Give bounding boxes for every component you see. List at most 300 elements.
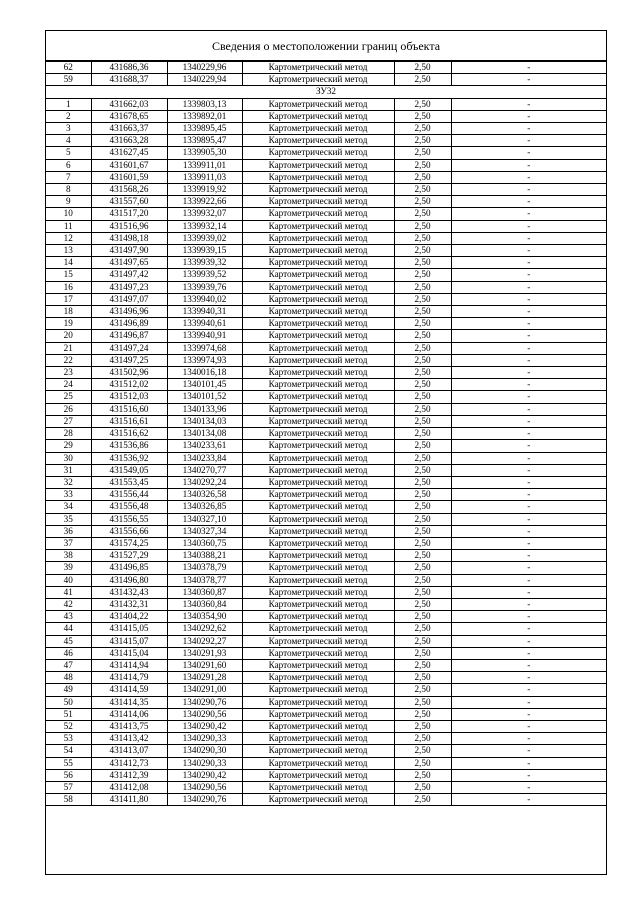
table-row [46, 135, 606, 147]
accuracy-cell: 2,50 [394, 293, 451, 305]
x-coordinate: 431627,45 [91, 147, 167, 159]
point-number: 1 [46, 98, 91, 110]
y-coordinate: 1340290,33 [167, 757, 242, 769]
point-number: 6 [46, 159, 91, 171]
point-number: 55 [46, 757, 91, 769]
description-cell: - [451, 220, 606, 232]
y-coordinate: 1339919,92 [167, 184, 242, 196]
method-cell: Картометрический метод [242, 354, 394, 366]
point-number: 48 [46, 672, 91, 684]
point-number: 3 [46, 123, 91, 135]
x-coordinate: 431601,59 [91, 171, 167, 183]
point-number: 59 [46, 74, 91, 86]
description-cell: - [451, 574, 606, 586]
description-cell: - [451, 537, 606, 549]
y-coordinate: 1339939,15 [167, 245, 242, 257]
y-coordinate: 1340326,85 [167, 501, 242, 513]
accuracy-cell: 2,50 [394, 208, 451, 220]
y-coordinate: 1340290,33 [167, 733, 242, 745]
x-coordinate: 431414,06 [91, 708, 167, 720]
accuracy-cell: 2,50 [394, 232, 451, 244]
method-cell: Картометрический метод [242, 196, 394, 208]
table-row [46, 501, 606, 513]
x-coordinate: 431496,89 [91, 318, 167, 330]
y-coordinate: 1340292,62 [167, 623, 242, 635]
method-cell: Картометрический метод [242, 586, 394, 598]
method-cell: Картометрический метод [242, 342, 394, 354]
point-number: 40 [46, 574, 91, 586]
description-cell: - [451, 733, 606, 745]
accuracy-cell: 2,50 [394, 62, 451, 74]
accuracy-cell: 2,50 [394, 745, 451, 757]
table-row [46, 562, 606, 574]
x-coordinate: 431601,67 [91, 159, 167, 171]
point-number: 16 [46, 281, 91, 293]
y-coordinate: 1340292,24 [167, 476, 242, 488]
x-coordinate: 431497,24 [91, 342, 167, 354]
description-cell: - [451, 672, 606, 684]
table-row [46, 647, 606, 659]
y-coordinate: 1340101,45 [167, 379, 242, 391]
table-row [46, 464, 606, 476]
x-coordinate: 431432,31 [91, 598, 167, 610]
table-row [46, 123, 606, 135]
description-cell: - [451, 757, 606, 769]
x-coordinate: 431556,55 [91, 513, 167, 525]
accuracy-cell: 2,50 [394, 684, 451, 696]
point-number: 49 [46, 684, 91, 696]
description-cell: - [451, 342, 606, 354]
y-coordinate: 1339932,07 [167, 208, 242, 220]
point-number: 46 [46, 647, 91, 659]
description-cell: - [451, 635, 606, 647]
x-coordinate: 431497,23 [91, 281, 167, 293]
description-cell: - [451, 379, 606, 391]
method-cell: Картометрический метод [242, 98, 394, 110]
table-row [46, 794, 606, 806]
description-cell: - [451, 415, 606, 427]
description-cell: - [451, 269, 606, 281]
method-cell: Картометрический метод [242, 501, 394, 513]
x-coordinate: 431536,92 [91, 452, 167, 464]
x-coordinate: 431517,20 [91, 208, 167, 220]
method-cell: Картометрический метод [242, 318, 394, 330]
page-title: Сведения о местоположении границ объекта [46, 31, 606, 61]
y-coordinate: 1339939,32 [167, 257, 242, 269]
y-coordinate: 1339940,61 [167, 318, 242, 330]
x-coordinate: 431556,44 [91, 489, 167, 501]
description-cell: - [451, 330, 606, 342]
y-coordinate: 1340291,93 [167, 647, 242, 659]
y-coordinate: 1339939,76 [167, 281, 242, 293]
accuracy-cell: 2,50 [394, 525, 451, 537]
point-number: 27 [46, 415, 91, 427]
accuracy-cell: 2,50 [394, 781, 451, 793]
point-number: 18 [46, 306, 91, 318]
description-cell: - [451, 62, 606, 74]
table-row [46, 232, 606, 244]
method-cell: Картометрический метод [242, 171, 394, 183]
coordinates-table [46, 61, 606, 806]
x-coordinate: 431686,36 [91, 62, 167, 74]
method-cell: Картометрический метод [242, 611, 394, 623]
accuracy-cell: 2,50 [394, 281, 451, 293]
accuracy-cell: 2,50 [394, 184, 451, 196]
accuracy-cell: 2,50 [394, 550, 451, 562]
accuracy-cell: 2,50 [394, 367, 451, 379]
x-coordinate: 431512,02 [91, 379, 167, 391]
accuracy-cell: 2,50 [394, 98, 451, 110]
accuracy-cell: 2,50 [394, 562, 451, 574]
table-row [46, 672, 606, 684]
method-cell: Картометрический метод [242, 720, 394, 732]
y-coordinate: 1340133,96 [167, 403, 242, 415]
method-cell: Картометрический метод [242, 403, 394, 415]
point-number: 15 [46, 269, 91, 281]
description-cell: - [451, 232, 606, 244]
description-cell: - [451, 708, 606, 720]
x-coordinate: 431662,03 [91, 98, 167, 110]
table-row [46, 428, 606, 440]
accuracy-cell: 2,50 [394, 647, 451, 659]
point-number: 30 [46, 452, 91, 464]
y-coordinate: 1340378,77 [167, 574, 242, 586]
x-coordinate: 431412,08 [91, 781, 167, 793]
document-frame [45, 30, 607, 875]
description-cell: - [451, 318, 606, 330]
x-coordinate: 431404,22 [91, 611, 167, 623]
accuracy-cell: 2,50 [394, 123, 451, 135]
table-row [46, 220, 606, 232]
point-number: 2 [46, 110, 91, 122]
accuracy-cell: 2,50 [394, 257, 451, 269]
description-cell: - [451, 769, 606, 781]
section-row [46, 86, 606, 98]
point-number: 42 [46, 598, 91, 610]
x-coordinate: 431414,35 [91, 696, 167, 708]
table-row [46, 293, 606, 305]
y-coordinate: 1340290,76 [167, 696, 242, 708]
method-cell: Картометрический метод [242, 147, 394, 159]
method-cell: Картометрический метод [242, 159, 394, 171]
y-coordinate: 1340327,34 [167, 525, 242, 537]
description-cell: - [451, 513, 606, 525]
point-number: 20 [46, 330, 91, 342]
point-number: 9 [46, 196, 91, 208]
y-coordinate: 1339974,68 [167, 342, 242, 354]
accuracy-cell: 2,50 [394, 489, 451, 501]
x-coordinate: 431568,26 [91, 184, 167, 196]
accuracy-cell: 2,50 [394, 342, 451, 354]
method-cell: Картометрический метод [242, 745, 394, 757]
y-coordinate: 1339803,13 [167, 98, 242, 110]
point-number: 62 [46, 62, 91, 74]
method-cell: Картометрический метод [242, 110, 394, 122]
x-coordinate: 431516,61 [91, 415, 167, 427]
description-cell: - [451, 245, 606, 257]
x-coordinate: 431415,05 [91, 623, 167, 635]
method-cell: Картометрический метод [242, 525, 394, 537]
y-coordinate: 1339922,66 [167, 196, 242, 208]
method-cell: Картометрический метод [242, 306, 394, 318]
point-number: 47 [46, 659, 91, 671]
table-row [46, 550, 606, 562]
accuracy-cell: 2,50 [394, 611, 451, 623]
y-coordinate: 1340292,27 [167, 635, 242, 647]
method-cell: Картометрический метод [242, 574, 394, 586]
table-row [46, 476, 606, 488]
accuracy-cell: 2,50 [394, 196, 451, 208]
x-coordinate: 431497,90 [91, 245, 167, 257]
accuracy-cell: 2,50 [394, 318, 451, 330]
point-number: 31 [46, 464, 91, 476]
table-row [46, 391, 606, 403]
point-number: 57 [46, 781, 91, 793]
method-cell: Картометрический метод [242, 281, 394, 293]
x-coordinate: 431497,42 [91, 269, 167, 281]
x-coordinate: 431516,96 [91, 220, 167, 232]
y-coordinate: 1339940,02 [167, 293, 242, 305]
method-cell: Картометрический метод [242, 123, 394, 135]
accuracy-cell: 2,50 [394, 574, 451, 586]
x-coordinate: 431527,29 [91, 550, 167, 562]
method-cell: Картометрический метод [242, 757, 394, 769]
accuracy-cell: 2,50 [394, 135, 451, 147]
accuracy-cell: 2,50 [394, 354, 451, 366]
description-cell: - [451, 110, 606, 122]
x-coordinate: 431663,37 [91, 123, 167, 135]
y-coordinate: 1339895,45 [167, 123, 242, 135]
x-coordinate: 431413,75 [91, 720, 167, 732]
y-coordinate: 1340360,87 [167, 586, 242, 598]
method-cell: Картометрический метод [242, 672, 394, 684]
description-cell: - [451, 208, 606, 220]
table-row [46, 208, 606, 220]
method-cell: Картометрический метод [242, 415, 394, 427]
description-cell: - [451, 428, 606, 440]
accuracy-cell: 2,50 [394, 428, 451, 440]
table-row [46, 781, 606, 793]
accuracy-cell: 2,50 [394, 659, 451, 671]
table-row [46, 74, 606, 86]
x-coordinate: 431432,43 [91, 586, 167, 598]
accuracy-cell: 2,50 [394, 403, 451, 415]
y-coordinate: 1340326,58 [167, 489, 242, 501]
description-cell: - [451, 159, 606, 171]
description-cell: - [451, 403, 606, 415]
description-cell: - [451, 684, 606, 696]
y-coordinate: 1340388,21 [167, 550, 242, 562]
table-row [46, 489, 606, 501]
y-coordinate: 1340233,61 [167, 440, 242, 452]
point-number: 29 [46, 440, 91, 452]
table-row [46, 196, 606, 208]
x-coordinate: 431415,07 [91, 635, 167, 647]
x-coordinate: 431497,65 [91, 257, 167, 269]
table-row [46, 354, 606, 366]
point-number: 24 [46, 379, 91, 391]
description-cell: - [451, 476, 606, 488]
description-cell: - [451, 440, 606, 452]
x-coordinate: 431549,05 [91, 464, 167, 476]
method-cell: Картометрический метод [242, 794, 394, 806]
description-cell: - [451, 696, 606, 708]
method-cell: Картометрический метод [242, 513, 394, 525]
method-cell: Картометрический метод [242, 379, 394, 391]
table-row [46, 440, 606, 452]
table-row [46, 598, 606, 610]
accuracy-cell: 2,50 [394, 635, 451, 647]
accuracy-cell: 2,50 [394, 513, 451, 525]
point-number: 33 [46, 489, 91, 501]
y-coordinate: 1340291,28 [167, 672, 242, 684]
method-cell: Картометрический метод [242, 598, 394, 610]
point-number: 26 [46, 403, 91, 415]
description-cell: - [451, 257, 606, 269]
accuracy-cell: 2,50 [394, 415, 451, 427]
method-cell: Картометрический метод [242, 635, 394, 647]
accuracy-cell: 2,50 [394, 110, 451, 122]
y-coordinate: 1340291,60 [167, 659, 242, 671]
x-coordinate: 431516,60 [91, 403, 167, 415]
point-number: 37 [46, 537, 91, 549]
y-coordinate: 1340327,10 [167, 513, 242, 525]
y-coordinate: 1340134,03 [167, 415, 242, 427]
point-number: 58 [46, 794, 91, 806]
point-number: 41 [46, 586, 91, 598]
point-number: 36 [46, 525, 91, 537]
method-cell: Картометрический метод [242, 769, 394, 781]
x-coordinate: 431498,18 [91, 232, 167, 244]
point-number: 10 [46, 208, 91, 220]
x-coordinate: 431496,87 [91, 330, 167, 342]
y-coordinate: 1339940,31 [167, 306, 242, 318]
description-cell: - [451, 293, 606, 305]
point-number: 28 [46, 428, 91, 440]
y-coordinate: 1340360,84 [167, 598, 242, 610]
accuracy-cell: 2,50 [394, 696, 451, 708]
table-row [46, 269, 606, 281]
table-row [46, 757, 606, 769]
table-row [46, 696, 606, 708]
method-cell: Картометрический метод [242, 537, 394, 549]
table-row [46, 403, 606, 415]
point-number: 23 [46, 367, 91, 379]
x-coordinate: 431413,07 [91, 745, 167, 757]
x-coordinate: 431496,80 [91, 574, 167, 586]
description-cell: - [451, 720, 606, 732]
point-number: 21 [46, 342, 91, 354]
description-cell: - [451, 794, 606, 806]
method-cell: Картометрический метод [242, 135, 394, 147]
accuracy-cell: 2,50 [394, 330, 451, 342]
point-number: 5 [46, 147, 91, 159]
point-number: 12 [46, 232, 91, 244]
description-cell: - [451, 611, 606, 623]
point-number: 17 [46, 293, 91, 305]
y-coordinate: 1340290,56 [167, 781, 242, 793]
y-coordinate: 1340360,75 [167, 537, 242, 549]
description-cell: - [451, 367, 606, 379]
x-coordinate: 431663,28 [91, 135, 167, 147]
description-cell: - [451, 598, 606, 610]
point-number: 43 [46, 611, 91, 623]
method-cell: Картометрический метод [242, 696, 394, 708]
table-row [46, 452, 606, 464]
y-coordinate: 1339939,02 [167, 232, 242, 244]
table-row [46, 171, 606, 183]
method-cell: Картометрический метод [242, 708, 394, 720]
method-cell: Картометрический метод [242, 184, 394, 196]
x-coordinate: 431556,66 [91, 525, 167, 537]
x-coordinate: 431411,80 [91, 794, 167, 806]
method-cell: Картометрический метод [242, 476, 394, 488]
accuracy-cell: 2,50 [394, 159, 451, 171]
y-coordinate: 1340101,52 [167, 391, 242, 403]
table-row [46, 257, 606, 269]
accuracy-cell: 2,50 [394, 733, 451, 745]
method-cell: Картометрический метод [242, 489, 394, 501]
table-row [46, 708, 606, 720]
point-number: 38 [46, 550, 91, 562]
table-row [46, 281, 606, 293]
x-coordinate: 431553,45 [91, 476, 167, 488]
section-label: ЗУ32 [46, 86, 606, 98]
description-cell: - [451, 647, 606, 659]
accuracy-cell: 2,50 [394, 391, 451, 403]
point-number: 25 [46, 391, 91, 403]
table-row [46, 62, 606, 74]
point-number: 4 [46, 135, 91, 147]
y-coordinate: 1340016,18 [167, 367, 242, 379]
x-coordinate: 431414,79 [91, 672, 167, 684]
point-number: 22 [46, 354, 91, 366]
table-row [46, 623, 606, 635]
x-coordinate: 431414,94 [91, 659, 167, 671]
description-cell: - [451, 562, 606, 574]
accuracy-cell: 2,50 [394, 623, 451, 635]
description-cell: - [451, 525, 606, 537]
table-row [46, 245, 606, 257]
x-coordinate: 431574,25 [91, 537, 167, 549]
point-number: 56 [46, 769, 91, 781]
description-cell: - [451, 501, 606, 513]
y-coordinate: 1340233,84 [167, 452, 242, 464]
description-cell: - [451, 171, 606, 183]
y-coordinate: 1340229,96 [167, 62, 242, 74]
point-number: 32 [46, 476, 91, 488]
x-coordinate: 431413,42 [91, 733, 167, 745]
method-cell: Картометрический метод [242, 684, 394, 696]
method-cell: Картометрический метод [242, 391, 394, 403]
point-number: 50 [46, 696, 91, 708]
y-coordinate: 1340270,77 [167, 464, 242, 476]
x-coordinate: 431415,04 [91, 647, 167, 659]
table-row [46, 379, 606, 391]
accuracy-cell: 2,50 [394, 708, 451, 720]
point-number: 14 [46, 257, 91, 269]
method-cell: Картометрический метод [242, 232, 394, 244]
table-row [46, 611, 606, 623]
table-row [46, 659, 606, 671]
accuracy-cell: 2,50 [394, 147, 451, 159]
table-row [46, 720, 606, 732]
accuracy-cell: 2,50 [394, 220, 451, 232]
point-number: 13 [46, 245, 91, 257]
method-cell: Картометрический метод [242, 330, 394, 342]
description-cell: - [451, 391, 606, 403]
y-coordinate: 1340290,30 [167, 745, 242, 757]
